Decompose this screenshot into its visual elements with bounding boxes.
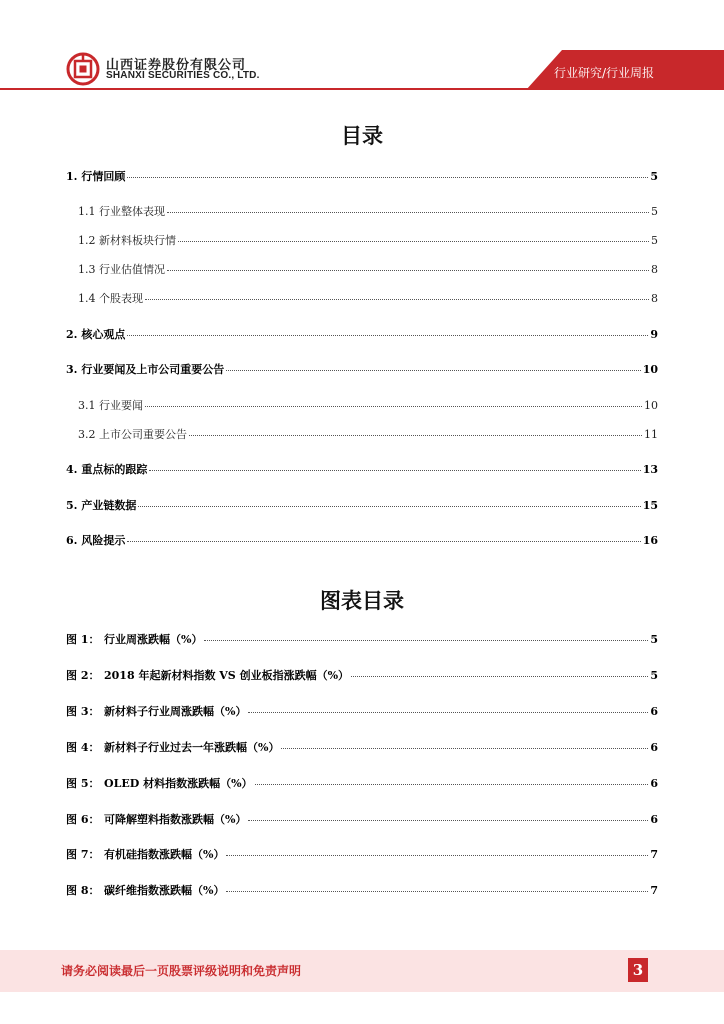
figure-entry[interactable]: [66, 631, 658, 647]
toc-entry[interactable]: [78, 397, 658, 413]
figure-leader-dots: [226, 855, 648, 856]
toc-leader-dots: [127, 541, 640, 542]
figure-list-title: 图表目录: [320, 589, 404, 613]
toc-leader-dots: [167, 212, 649, 213]
figure-entry-text: [66, 703, 246, 719]
toc-leader-dots: [138, 506, 640, 507]
toc-entry-page: 16: [642, 534, 658, 547]
figure-leader-dots: [281, 748, 648, 749]
toc-leader-dots: [127, 177, 648, 178]
toc-entry-page: 5: [651, 205, 658, 218]
toc-entry[interactable]: [78, 426, 658, 442]
figure-title: 新材料子行业过去一年涨跌幅（%）: [104, 741, 280, 754]
figure-leader-dots: [248, 712, 648, 713]
toc-leader-dots: [145, 406, 642, 407]
toc-entry-label: 1.4 个股表现: [78, 292, 143, 305]
toc-entry-label: 3. 行业要闻及上市公司重要公告: [66, 363, 225, 376]
figure-entry-text: [66, 667, 349, 683]
figure-entry-text: [66, 739, 279, 755]
toc-leader-dots: [178, 241, 649, 242]
toc-entry-page: 8: [651, 292, 658, 305]
toc-entry[interactable]: [66, 361, 658, 377]
figure-entry[interactable]: [66, 882, 658, 898]
toc-leader-dots: [127, 335, 648, 336]
figure-number: 图 8：: [66, 884, 100, 897]
toc-entry[interactable]: [66, 168, 658, 184]
toc-entry[interactable]: [78, 232, 658, 248]
figure-entry[interactable]: [66, 846, 658, 862]
figure-title: 2018 年起新材料指数 VS 创业板指涨跌幅（%）: [104, 669, 350, 682]
toc-leader-dots: [226, 370, 640, 371]
figure-entry-page: 6: [650, 813, 658, 826]
figure-leader-dots: [248, 820, 648, 821]
figure-entry[interactable]: [66, 811, 658, 827]
disclaimer-text: 请务必阅读最后一页股票评级说明和免责声明: [61, 964, 302, 978]
toc-leader-dots: [149, 470, 640, 471]
figure-number: 图 6：: [66, 813, 100, 826]
figure-entry-text: [66, 882, 224, 898]
toc-entry[interactable]: [66, 326, 658, 342]
toc-entry-page: 5: [651, 234, 658, 247]
toc-entry[interactable]: [78, 203, 658, 219]
toc-entry-page: 11: [644, 428, 658, 441]
toc-entry-label: 1.2 新材料板块行情: [78, 234, 176, 247]
toc-entry-label: 2. 核心观点: [66, 328, 126, 341]
figure-entry-page: 6: [650, 705, 658, 718]
toc-entry-label: 1. 行情回顾: [66, 170, 126, 183]
toc-entry-page: 5: [650, 170, 658, 183]
figure-entry[interactable]: [66, 667, 658, 683]
page-number: 3: [628, 958, 648, 982]
figure-entry-page: 7: [650, 884, 658, 897]
toc-entry-label: 6. 风险提示: [66, 534, 126, 547]
toc-entry[interactable]: [66, 497, 658, 513]
figure-entry-page: 6: [650, 777, 658, 790]
figure-entry[interactable]: [66, 775, 658, 791]
toc-entry[interactable]: [78, 261, 658, 277]
figure-entry-text: [66, 775, 253, 791]
toc-entry-label: 4. 重点标的跟踪: [66, 463, 148, 476]
toc-leader-dots: [189, 435, 642, 436]
figure-entry-page: 6: [650, 741, 658, 754]
company-name-en: SHANXI SECURITIES CO., LTD.: [106, 70, 260, 81]
figure-number: 图 3：: [66, 705, 100, 718]
figure-title: 新材料子行业周涨跌幅（%）: [104, 705, 247, 718]
figure-title: 行业周涨跌幅（%）: [104, 633, 203, 646]
figure-entry[interactable]: [66, 703, 658, 719]
company-name-cn: 山西证券股份有限公司: [106, 58, 247, 73]
figure-number: 图 7：: [66, 848, 100, 861]
toc-entry-page: 13: [642, 463, 658, 476]
figure-entry-text: [66, 811, 246, 827]
toc-entry-label: 1.1 行业整体表现: [78, 205, 165, 218]
toc-leader-dots: [167, 270, 649, 271]
toc-entry[interactable]: [78, 290, 658, 306]
figure-title: 碳纤维指数涨跌幅（%）: [104, 884, 225, 897]
figure-title: 可降解塑料指数涨跌幅（%）: [104, 813, 247, 826]
figure-title: OLED 材料指数涨跌幅（%）: [104, 777, 253, 790]
figure-entry-page: 5: [650, 669, 658, 682]
figure-leader-dots: [255, 784, 649, 785]
figure-entry-text: [66, 846, 224, 862]
figure-leader-dots: [351, 676, 648, 677]
figure-entry-page: 5: [650, 633, 658, 646]
toc-entry[interactable]: [66, 461, 658, 477]
toc-entry-page: 9: [650, 328, 658, 341]
figure-title: 有机硅指数涨跌幅（%）: [104, 848, 225, 861]
toc-entry-page: 15: [642, 499, 658, 512]
figure-number: 图 4：: [66, 741, 100, 754]
report-type-label: 行业研究/行业周报: [554, 66, 655, 80]
toc-entry-label: 3.1 行业要闻: [78, 399, 143, 412]
toc-entry[interactable]: [66, 532, 658, 548]
figure-entry-page: 7: [650, 848, 658, 861]
figure-entry[interactable]: [66, 739, 658, 755]
figure-entry-text: [66, 631, 202, 647]
page-header: [0, 0, 724, 100]
toc-title: 目录: [341, 124, 383, 148]
toc-entry-page: 10: [644, 399, 658, 412]
toc-entry-label: 5. 产业链数据: [66, 499, 137, 512]
figure-number: 图 5：: [66, 777, 100, 790]
toc-entry-label: 3.2 上市公司重要公告: [78, 428, 187, 441]
toc-leader-dots: [145, 299, 649, 300]
toc-entry-label: 1.3 行业估值情况: [78, 263, 165, 276]
toc-entry-page: 10: [642, 363, 658, 376]
figure-leader-dots: [204, 640, 648, 641]
header-red-band: [0, 0, 724, 100]
figure-number: 图 2：: [66, 669, 100, 682]
toc-entry-page: 8: [651, 263, 658, 276]
figure-number: 图 1：: [66, 633, 100, 646]
figure-leader-dots: [226, 891, 648, 892]
